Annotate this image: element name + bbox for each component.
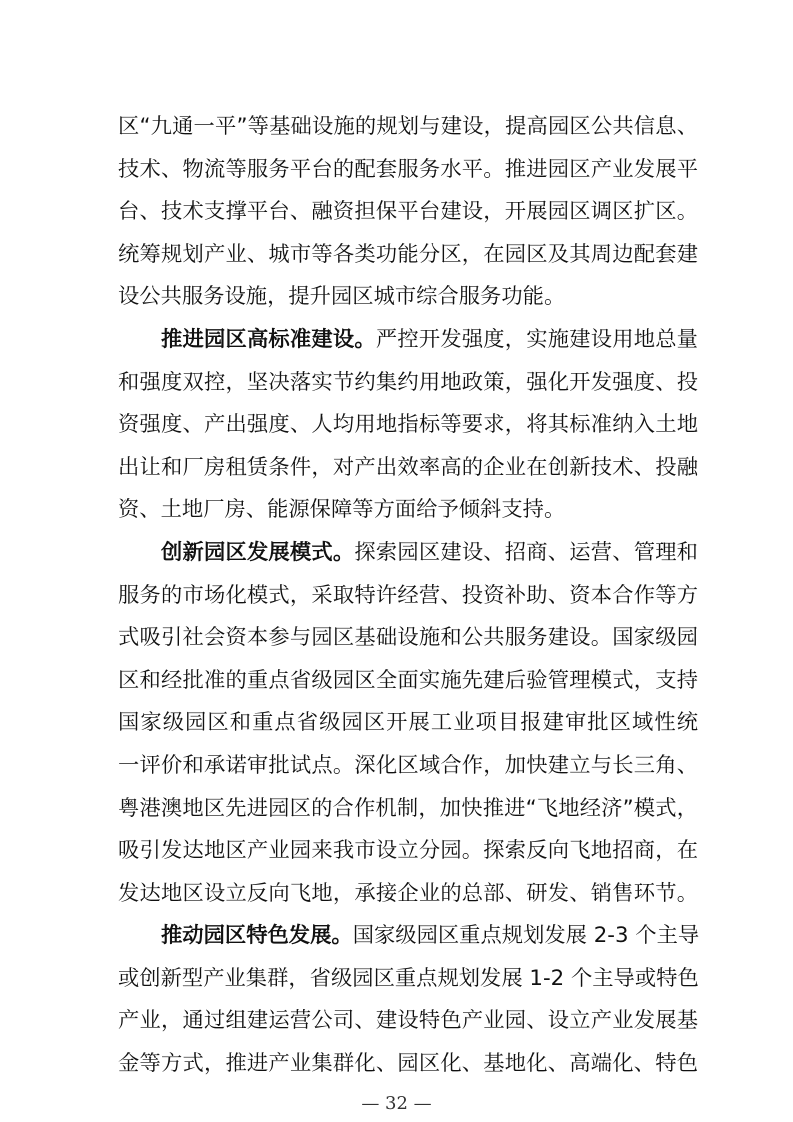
text-line: 一评价和承诺审批试点。深化区域合作，加快建立与长三角、 bbox=[118, 752, 698, 778]
text-line: 金等方式，推进产业集群化、园区化、基地化、高端化、特色 bbox=[118, 1051, 698, 1077]
text-line: 国家级园区和重点省级园区开展工业项目报建审批区域性统 bbox=[118, 710, 698, 736]
paragraph-heading: 推进园区高标准建设。 bbox=[161, 326, 376, 352]
paragraph-heading: 推动园区特色发展。 bbox=[161, 923, 353, 949]
text-line: 出让和厂房租赁条件，对产出效率高的企业在创新技术、投融 bbox=[118, 454, 698, 480]
page-number: — 32 — bbox=[361, 1093, 432, 1114]
text-line bbox=[118, 532, 698, 575]
text-span: 国家级园区重点规划发展 2-3 个主导 bbox=[352, 923, 700, 949]
paragraph bbox=[118, 532, 698, 915]
text-line: 粤港澳地区先进园区的合作机制，加快推进“飞地经济”模式， bbox=[118, 795, 698, 821]
text-line: 设公共服务设施，提升园区城市综合服务功能。 bbox=[118, 284, 566, 310]
paragraph bbox=[118, 106, 698, 319]
text-line: 吸引发达地区产业园来我市设立分园。探索反向飞地招商，在 bbox=[118, 838, 698, 864]
text-line: 技术、物流等服务平台的配套服务水平。推进园区产业发展平 bbox=[118, 156, 698, 182]
text-line: 式吸引社会资本参与园区基础设施和公共服务建设。国家级园 bbox=[118, 625, 698, 651]
text-line bbox=[118, 319, 698, 362]
text-line: 区和经批准的重点省级园区全面实施先建后验管理模式，支持 bbox=[118, 667, 698, 693]
text-line: 统筹规划产业、城市等各类功能分区，在园区及其周边配套建 bbox=[118, 241, 698, 267]
text-line: 产业，通过组建运营公司、建设特色产业园、设立产业发展基 bbox=[118, 1008, 698, 1034]
document-body bbox=[118, 106, 698, 1086]
paragraph-heading: 创新园区发展模式。 bbox=[161, 539, 355, 565]
text-span: 探索园区建设、招商、运营、管理和 bbox=[354, 539, 698, 565]
paragraph bbox=[118, 319, 698, 532]
text-line: 服务的市场化模式，采取特许经营、投资补助、资本合作等方 bbox=[118, 582, 698, 608]
text-span: 严控开发强度，实施建设用地总量 bbox=[375, 326, 698, 352]
text-line: 台、技术支撑平台、融资担保平台建设，开展园区调区扩区。 bbox=[118, 199, 698, 225]
text-line: 和强度双控，坚决落实节约集约用地政策，强化开发强度、投 bbox=[118, 369, 698, 395]
text-line: 资强度、产出强度、人均用地指标等要求，将其标准纳入土地 bbox=[118, 412, 698, 438]
text-line: 区“九通一平”等基础设施的规划与建设，提高园区公共信息、 bbox=[118, 114, 698, 139]
text-line: 资、土地厂房、能源保障等方面给予倾斜支持。 bbox=[118, 497, 566, 523]
paragraph bbox=[118, 915, 698, 1085]
text-line: 或创新型产业集群，省级园区重点规划发展 1-2 个主导或特色 bbox=[118, 965, 699, 991]
text-line: 发达地区设立反向飞地，承接企业的总部、研发、销售环节。 bbox=[118, 880, 698, 906]
text-line bbox=[118, 915, 698, 958]
